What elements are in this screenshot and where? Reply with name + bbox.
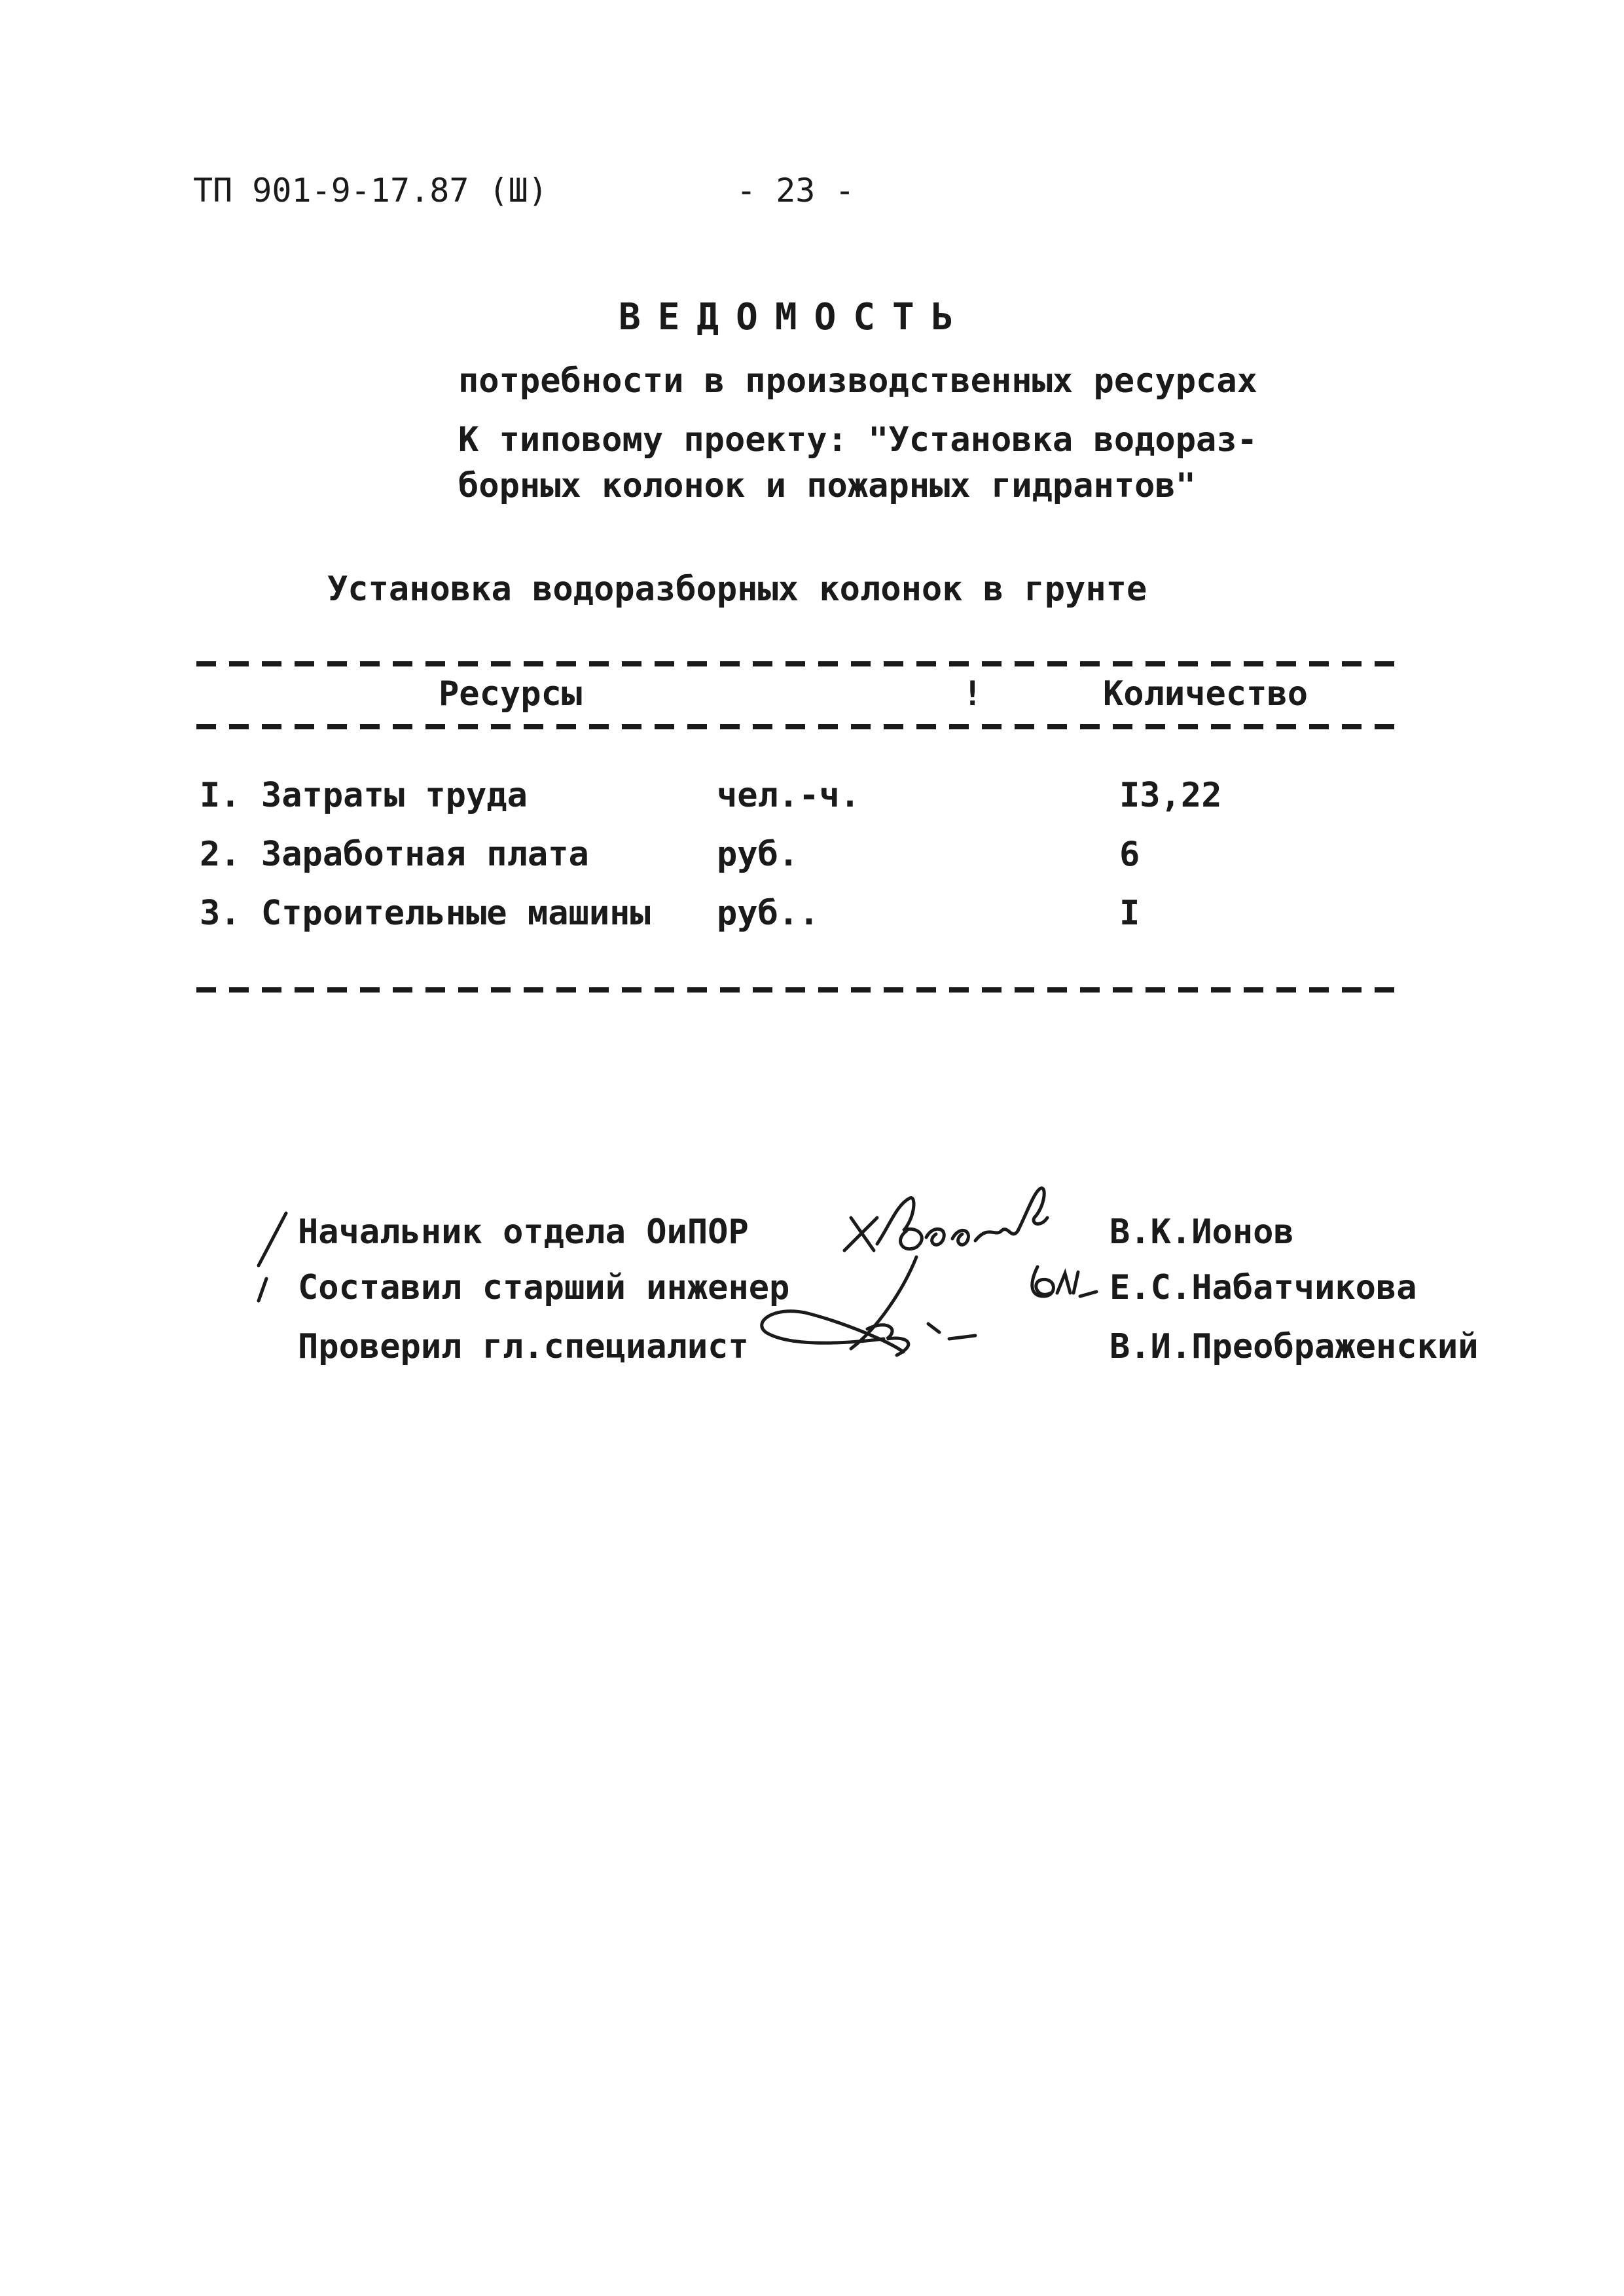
handwritten-signature <box>753 1250 988 1381</box>
row-unit: руб.. <box>717 894 820 933</box>
row-resource-name: 2. Заработная плата <box>200 835 589 874</box>
signer-position: Составил старший инженер <box>298 1268 790 1307</box>
row-quantity: I <box>1119 894 1140 933</box>
row-unit: чел.-ч. <box>717 776 861 815</box>
table-top-rule <box>196 661 1401 666</box>
title-line-1: потребности в производственных ресурсах <box>458 361 1257 401</box>
document-code: ТП 901-9-17.87 (Ш) <box>193 172 548 210</box>
margin-check-mark <box>245 1208 298 1306</box>
title-line-3: борных колонок и пожарных гидрантов" <box>458 466 1197 505</box>
column-header-separator: ! <box>962 674 983 714</box>
signer-name: Е.С.Набатчикова <box>1110 1268 1417 1307</box>
row-resource-name: I. Затраты труда <box>200 776 528 815</box>
row-resource-name: 3. Строительные машины <box>200 894 651 933</box>
signer-position: Проверил гл.специалист <box>298 1327 749 1366</box>
signer-name: В.И.Преображенский <box>1110 1327 1479 1366</box>
title-line-2: К типовому проекту: "Установка водораз- <box>458 420 1257 460</box>
table-header-rule <box>196 724 1401 729</box>
handwritten-initials <box>1018 1260 1103 1313</box>
document-title: ВЕДОМОСТЬ <box>619 296 971 338</box>
row-quantity: I3,22 <box>1119 776 1222 815</box>
section-title: Установка водоразборных колонок в грунте <box>327 570 1147 609</box>
signer-name: В.К.Ионов <box>1110 1212 1294 1252</box>
table-bottom-rule <box>196 987 1401 993</box>
row-quantity: 6 <box>1119 835 1140 874</box>
page-number: - 23 - <box>736 172 855 210</box>
row-unit: руб. <box>717 835 799 874</box>
column-header-quantity: Количество <box>1103 674 1308 714</box>
column-header-resources: Ресурсы <box>439 674 583 714</box>
signer-position: Начальник отдела ОиПОР <box>298 1212 749 1252</box>
